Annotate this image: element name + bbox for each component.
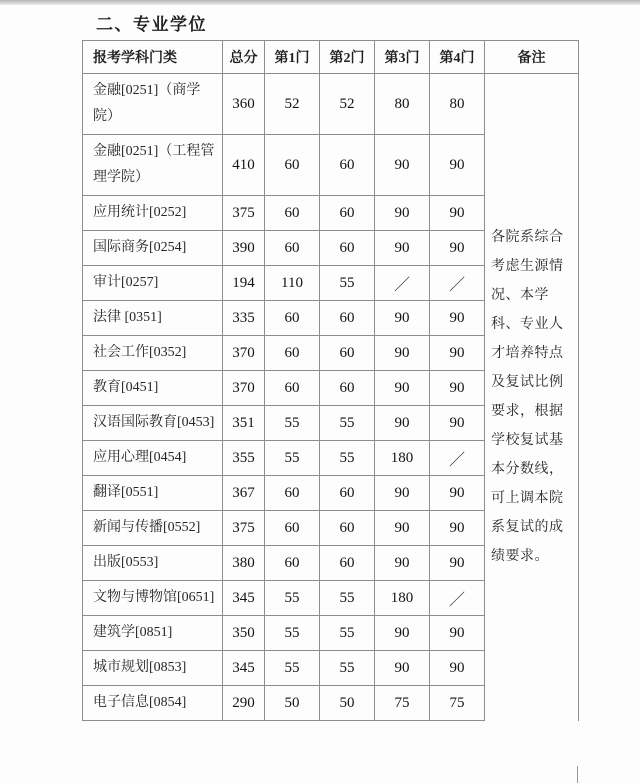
- score-cell: 345: [223, 581, 265, 616]
- score-cell: 60: [320, 336, 375, 371]
- score-cell: 55: [320, 406, 375, 441]
- score-cell: 380: [223, 546, 265, 581]
- subject-cell: 建筑学[0851]: [83, 616, 223, 651]
- score-cell: 60: [265, 371, 320, 406]
- score-cell: 375: [223, 196, 265, 231]
- score-cell: 90: [430, 546, 485, 581]
- score-cell: 60: [320, 371, 375, 406]
- subject-cell: 翻译[0551]: [83, 476, 223, 511]
- score-cell: 55: [265, 651, 320, 686]
- score-cell: 60: [265, 476, 320, 511]
- score-cell: 55: [265, 406, 320, 441]
- subject-cell: 法律 [0351]: [83, 301, 223, 336]
- score-cell: 90: [430, 616, 485, 651]
- header-cell-s4: 第4门: [430, 41, 485, 74]
- subject-cell: 应用心理[0454]: [83, 441, 223, 476]
- subject-cell: 出版[0553]: [83, 546, 223, 581]
- table-header-row: [83, 41, 579, 74]
- score-cell: 194: [223, 266, 265, 301]
- score-cell: 90: [430, 511, 485, 546]
- score-cell: 410: [223, 135, 265, 196]
- score-cell: 75: [430, 686, 485, 721]
- subject-cell: 电子信息[0854]: [83, 686, 223, 721]
- remark-cell: [485, 74, 579, 721]
- photo-top-band: [0, 0, 640, 5]
- score-cell: 60: [265, 301, 320, 336]
- score-cell: 55: [320, 266, 375, 301]
- table-right-border-stub: [577, 766, 578, 783]
- score-cell: 90: [430, 301, 485, 336]
- subject-cell: 审计[0257]: [83, 266, 223, 301]
- header-cell-total: 总分: [223, 41, 265, 74]
- score-cell: 90: [375, 546, 430, 581]
- subject-cell: 新闻与传播[0552]: [83, 511, 223, 546]
- page-title: 二、专业学位: [96, 15, 207, 34]
- score-cell: 60: [320, 301, 375, 336]
- score-cell: 90: [430, 651, 485, 686]
- score-cell: 90: [375, 371, 430, 406]
- score-cell: 90: [375, 231, 430, 266]
- score-cell: 60: [320, 135, 375, 196]
- score-cell: 55: [320, 441, 375, 476]
- score-cell: 60: [320, 231, 375, 266]
- subject-cell: 国际商务[0254]: [83, 231, 223, 266]
- score-cell: 110: [265, 266, 320, 301]
- score-cell: 60: [265, 135, 320, 196]
- score-cell: 80: [430, 74, 485, 135]
- score-cell: 60: [265, 196, 320, 231]
- score-cell: 180: [375, 441, 430, 476]
- score-cell: 90: [375, 511, 430, 546]
- score-cell: 90: [430, 371, 485, 406]
- score-cell: 90: [375, 336, 430, 371]
- score-cell: 360: [223, 74, 265, 135]
- score-cell: 90: [375, 301, 430, 336]
- score-cell: 55: [265, 441, 320, 476]
- score-cell: 60: [265, 511, 320, 546]
- score-cell: ／: [375, 266, 430, 301]
- score-cell: 90: [430, 135, 485, 196]
- score-cell: 90: [375, 616, 430, 651]
- score-cell: 90: [375, 476, 430, 511]
- score-cell: 75: [375, 686, 430, 721]
- score-cell: 350: [223, 616, 265, 651]
- score-cell: 60: [265, 231, 320, 266]
- score-cell: 55: [320, 616, 375, 651]
- score-cell: 90: [430, 476, 485, 511]
- score-cell: 80: [375, 74, 430, 135]
- score-cell: 390: [223, 231, 265, 266]
- score-cell: 290: [223, 686, 265, 721]
- score-cell: 90: [375, 406, 430, 441]
- subject-cell: 社会工作[0352]: [83, 336, 223, 371]
- subject-cell: 教育[0451]: [83, 371, 223, 406]
- subject-cell: 城市规划[0853]: [83, 651, 223, 686]
- score-cell: 335: [223, 301, 265, 336]
- score-cell: 50: [265, 686, 320, 721]
- subject-cell: 应用统计[0252]: [83, 196, 223, 231]
- score-cell: 370: [223, 371, 265, 406]
- score-cell: 90: [430, 406, 485, 441]
- score-cell: 60: [320, 546, 375, 581]
- subject-cell: 金融[0251]（商学院）: [83, 74, 223, 135]
- score-cell: 90: [430, 336, 485, 371]
- score-cell: 55: [265, 616, 320, 651]
- table-row: [83, 74, 579, 135]
- score-cell: 60: [320, 511, 375, 546]
- score-cell: ／: [430, 441, 485, 476]
- score-cell: 180: [375, 581, 430, 616]
- score-cell: 90: [430, 196, 485, 231]
- score-cell: 90: [375, 196, 430, 231]
- score-cell: 375: [223, 511, 265, 546]
- score-cell: 90: [375, 135, 430, 196]
- score-cell: 90: [430, 231, 485, 266]
- remark-text: 各院系综合考虑生源情况、本学科、专业人才培养特点及复试比例要求，根据学校复试基本分数线，可上调本院系复试的成绩要求。: [491, 230, 564, 565]
- header-cell-s3: 第3门: [375, 41, 430, 74]
- score-cell: 50: [320, 686, 375, 721]
- score-cell: 52: [265, 74, 320, 135]
- score-cell: 90: [375, 651, 430, 686]
- score-cell: 52: [320, 74, 375, 135]
- score-cell: 60: [265, 546, 320, 581]
- score-table: [82, 40, 579, 721]
- score-cell: 367: [223, 476, 265, 511]
- score-cell: 55: [265, 581, 320, 616]
- header-cell-subject: 报考学科门类: [83, 41, 223, 74]
- score-cell: ／: [430, 581, 485, 616]
- score-cell: 355: [223, 441, 265, 476]
- score-cell: 55: [320, 581, 375, 616]
- score-cell: 55: [320, 651, 375, 686]
- subject-cell: 文物与博物馆[0651]: [83, 581, 223, 616]
- score-cell: 60: [320, 196, 375, 231]
- score-cell: 345: [223, 651, 265, 686]
- subject-cell: 金融[0251]（工程管理学院）: [83, 135, 223, 196]
- header-cell-s1: 第1门: [265, 41, 320, 74]
- header-cell-s2: 第2门: [320, 41, 375, 74]
- score-cell: 370: [223, 336, 265, 371]
- score-table-body: [83, 74, 579, 721]
- subject-cell: 汉语国际教育[0453]: [83, 406, 223, 441]
- score-cell: 60: [320, 476, 375, 511]
- header-cell-remark: 备注: [485, 41, 579, 74]
- score-cell: 60: [265, 336, 320, 371]
- score-cell: 351: [223, 406, 265, 441]
- score-cell: ／: [430, 266, 485, 301]
